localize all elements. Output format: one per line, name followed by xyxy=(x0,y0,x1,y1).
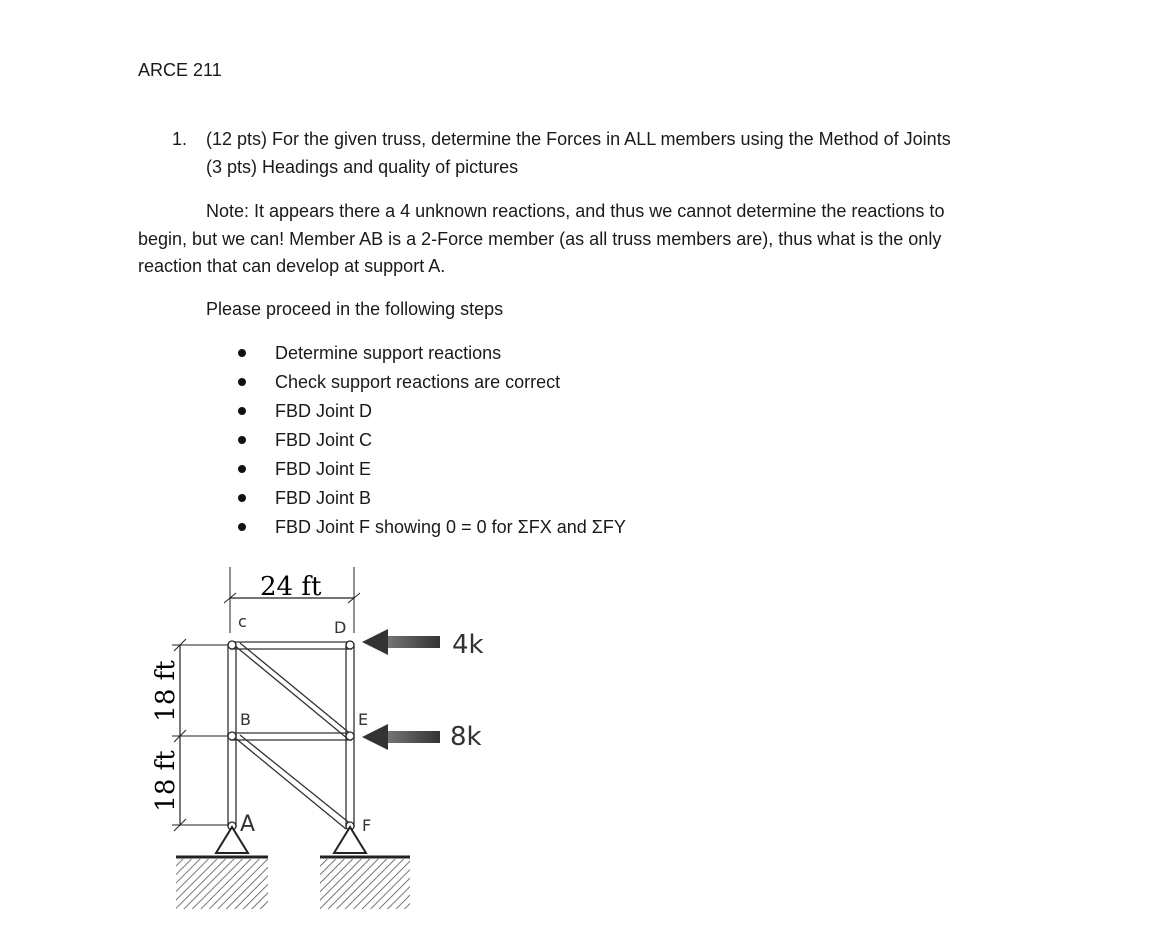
label-a: A xyxy=(240,812,256,837)
support-f xyxy=(320,827,410,909)
bullet-icon xyxy=(238,407,246,415)
bullet-icon xyxy=(238,494,246,502)
label-e: E xyxy=(358,710,369,729)
joint-c xyxy=(228,641,236,649)
truss-joints xyxy=(228,641,354,830)
width-label: 24 ft xyxy=(260,572,322,602)
truss-members xyxy=(228,642,354,829)
joint-d xyxy=(346,641,354,649)
joint-b xyxy=(228,732,236,740)
bullet-icon xyxy=(238,378,246,386)
truss-figure xyxy=(130,555,484,925)
label-f: F xyxy=(362,816,372,835)
question-line-2: (3 pts) Headings and quality of pictures xyxy=(206,157,519,177)
question-line-1: (12 pts) For the given truss, determine the Forces in ALL members using the Method of Joints xyxy=(206,129,951,149)
note-line-2: begin, but we can! Member AB is a 2-Force member (as all truss members are), thus what is the only xyxy=(138,229,942,249)
note-line-3: reaction that can develop at support A. xyxy=(138,256,446,276)
height-label-top: 18 ft xyxy=(151,660,181,722)
bullet-icon xyxy=(238,349,246,357)
load-arrow-mid xyxy=(362,724,440,750)
load-label-top: 4k xyxy=(452,630,484,660)
load-arrow-top xyxy=(362,629,440,655)
label-c: c xyxy=(238,612,247,631)
question-number: 1. xyxy=(172,129,188,149)
height-label-bottom: 18 ft xyxy=(151,750,181,812)
label-b: B xyxy=(240,710,251,729)
bullet-icon xyxy=(238,465,246,473)
bullet-icon xyxy=(238,523,246,531)
support-a xyxy=(176,827,268,909)
note-line-1: Note: It appears there a 4 unknown reactions, and thus we cannot determine the reactions to xyxy=(206,201,945,221)
bullet-icon xyxy=(238,436,246,444)
label-d: D xyxy=(334,618,347,637)
steps-intro: Please proceed in the following steps xyxy=(206,299,504,319)
load-label-mid: 8k xyxy=(450,722,482,752)
course-title: ARCE 211 xyxy=(138,60,222,80)
joint-e xyxy=(346,732,354,740)
